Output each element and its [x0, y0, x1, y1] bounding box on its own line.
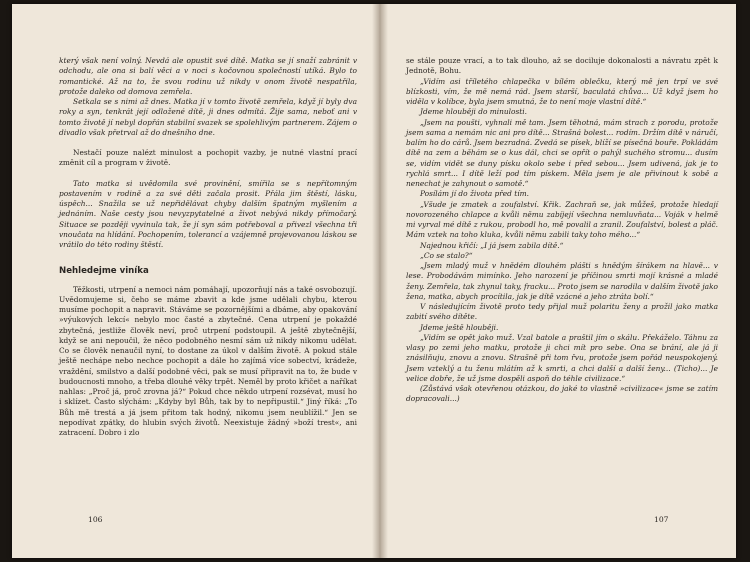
paragraph: se stále pouze vrací, a to tak dlouho, až se dociluje dokonalosti a návratu zpět k Jednotě, Bohu. — [406, 56, 718, 76]
page-number: 106 — [88, 515, 103, 524]
left-page — [12, 4, 372, 558]
paragraph: Tato matka si uvědomila své provinění, smířila se s nepřítomným postavením v rodině a za své děti začala prosit. Přála jim štěstí, lásku, úspěch... Snažila se už nepřidělávat chyby dalším špatným myšlením a jednáním. Naše cesty jsou nevyzpytatelné a život nebývá nikdy přímočarý. Situace se později vyvinula tak, že jí syn sám potřeboval a přivezl všechna tři vnoučata na hlídání. Pochopením, tolerancí a vzájemně projevovanou láskou se vrátilo do této rodiny štěstí. — [59, 178, 357, 249]
left-page-text — [59, 56, 357, 438]
right-page-text — [406, 56, 718, 405]
book-spread — [12, 4, 736, 558]
paragraph: Posílám jí do života před tím. — [420, 189, 529, 199]
page-number: 107 — [654, 515, 669, 524]
paragraph: „Jsem na poušti, vyhnali mě tam. Jsem těhotná, mám strach z porodu, protože jsem sama a nemám nic ani pro dítě... Strašná bolest... rodím. Držím dítě v náručí, balím ho do cárů. Jsem bezradná. Zvedá se písek, blíží se písečná bouře. Pokládám dítě na zem a běhám se o kus dál, chci se opřít o pahýl suchého stromu... dusím se, vidím vidět se duny písku okolo sebe i před sebou... Jsem udivená, jak je to rychlá smrt... I dítě leží pod tím pískem. Měla jsem je ale přivinout k sobě a nenechat je zahynout o samotě.“ — [406, 117, 718, 188]
paragraph: Setkala se s nimi až dnes. Matka jí v tomto životě zemřela, když jí byly dva roky a syn, tenkrát její odložené dítě, ji dnes odmítá. Žije sama, neboť ani v tomto životě jí nebyl dopřán stabilní svazek se spolehlivým partnerem. Zájem o divadlo však přetrval až do dnešního dne. — [59, 97, 357, 137]
paragraph: „Vidím asi tříletého chlapečka v bílém oblečku, který mě jen trpí ve své blízkosti, vím, že mě nemá rád. Jsem starší, baculatá chůva... Už když jsem ho viděla v kolíbce, byla jsem smutná, že to není moje vlastní dítě.“ — [406, 76, 718, 106]
section-heading: Nehledejme viníka — [59, 266, 149, 277]
paragraph: (Zůstává však otevřenou otázkou, do jaké to vlastně »civilizace« jsme se zatím dopracovali...) — [406, 384, 718, 404]
paragraph: „Co se stalo?“ — [420, 250, 473, 260]
paragraph: „Všude je zmatek a zoufalství. Křik. Zachraň se, jak můžeš, protože hledají novorozeného chlapce a kvůli němu zabíjejí všechna nemluvňata... Voják v helmě mi vyrval mé dítě z rukou, probodl ho, mě povalil a zranil. Zoufalství, bolest a pláč. Mám vztek na toho kluka, kvůli němu zabili taky toho mého...“ — [406, 199, 718, 240]
paragraph: V následujícím životě proto tedy přijal muž polaritu ženy a prožil jako matka zabití svého dítěte. — [406, 302, 718, 322]
paragraph: Jdeme hlouběji do minulosti. — [420, 107, 527, 117]
paragraph: „Jsem mladý muž v hnědém dlouhém plášti s hnědým šírákem na hlavě... v lese. Probodávám mimínko. Jeho narození je příčinou smrti mojí krásné a mladé ženy. Zemřela, tak zhynul taky, fracku... Proto jsem se narodila v dalším životě jako žena, matka, abych procítila, jak je dítě vzácné a jeho ztráta bolí.“ — [406, 261, 718, 301]
paragraph: Nestačí pouze nalézt minulost a pochopit vazby, je nutné vlastní prací změnit cíl a program v životě. — [59, 148, 357, 168]
right-page — [388, 4, 736, 558]
paragraph: Jdeme ještě hlouběji. — [420, 322, 499, 332]
paragraph: Najednou křičí: „I já jsem zabila dítě.“ — [420, 240, 564, 250]
paragraph: Těžkosti, utrpení a nemoci nám pomáhají, upozorňují nás a také osvobozují. Uvědomujeme si, čeho se máme zbavit a kde jsme udělali chybu, kterou musíme pochopit a napravit. Stáváme se pozornějšími a dbáme, aby opakování »výukových lekcí« nebylo moc časté a zbytečné. Cena utrpení je pokaždé zbytečná, jestliže člověk neví, proč utrpení podstoupil. A ještě zbytečnější, když se ani nepoučil, že něco podobného nesmí sám už nikdy nikomu udělat. Co se člověk nenaučil nyní, to dostane za úkol v dalším životě. A pokud stále ještě nechápe nebo nechce pochopit a dále ho zajímá více sobectví, krádeže, vraždění, smilstvo a další podobné věci, pak se musí připravit na to, že bude v budoucnosti mnoho, a třeba dlouhé věky trpět. Neměl by proto křičet a naříkat nahlas: „Proč já, proč zrovna já?“ Pokud chce někdo utrpení rozsévat, musí ho i sklízet. Často slýchám: „Kdyby byl Bůh, tak by to nepřipustil.“ Jiný říká: „To Bůh mě trestá a já jsem přitom tak hodný, nikomu jsem neublížil.“ Jen se nepodívat zpátky, do hlubin svých životů. Neexistuje žádný »boží trest«, ani zatracení. Dobro i zlo — [59, 284, 357, 437]
paragraph: který však není volný. Nevdá ale opustit své dítě. Matka se jí snaží zabránit v odchodu, ale ona si balí věci a v noci s kočovnou společností utíká. Bylo to romantické. Až na to, že svou rodinu už nikdy v onom životě nespatřila, protože daleko od domova zemřela. — [59, 56, 357, 96]
paragraph: „Vidím se opět jako muž. Vzal batole a praštil jím o skálu. Překáželo. Táhnu za vlasy po zemi jeho matku, protože ji chci mít pro sebe. Ona se brání, ale já ji znásilňuju, znovu a znovu. Strašně při tom řvu, protože jsem pořád neuspokojený. Jsem vzteklý a tu ženu mlátím až k smrti, a chci další a další ženy... (Ticho)... Je velice dobře, že už jsme dospěli aspoň do téhle civilizace.“ — [406, 332, 718, 383]
book-gutter — [372, 4, 388, 558]
